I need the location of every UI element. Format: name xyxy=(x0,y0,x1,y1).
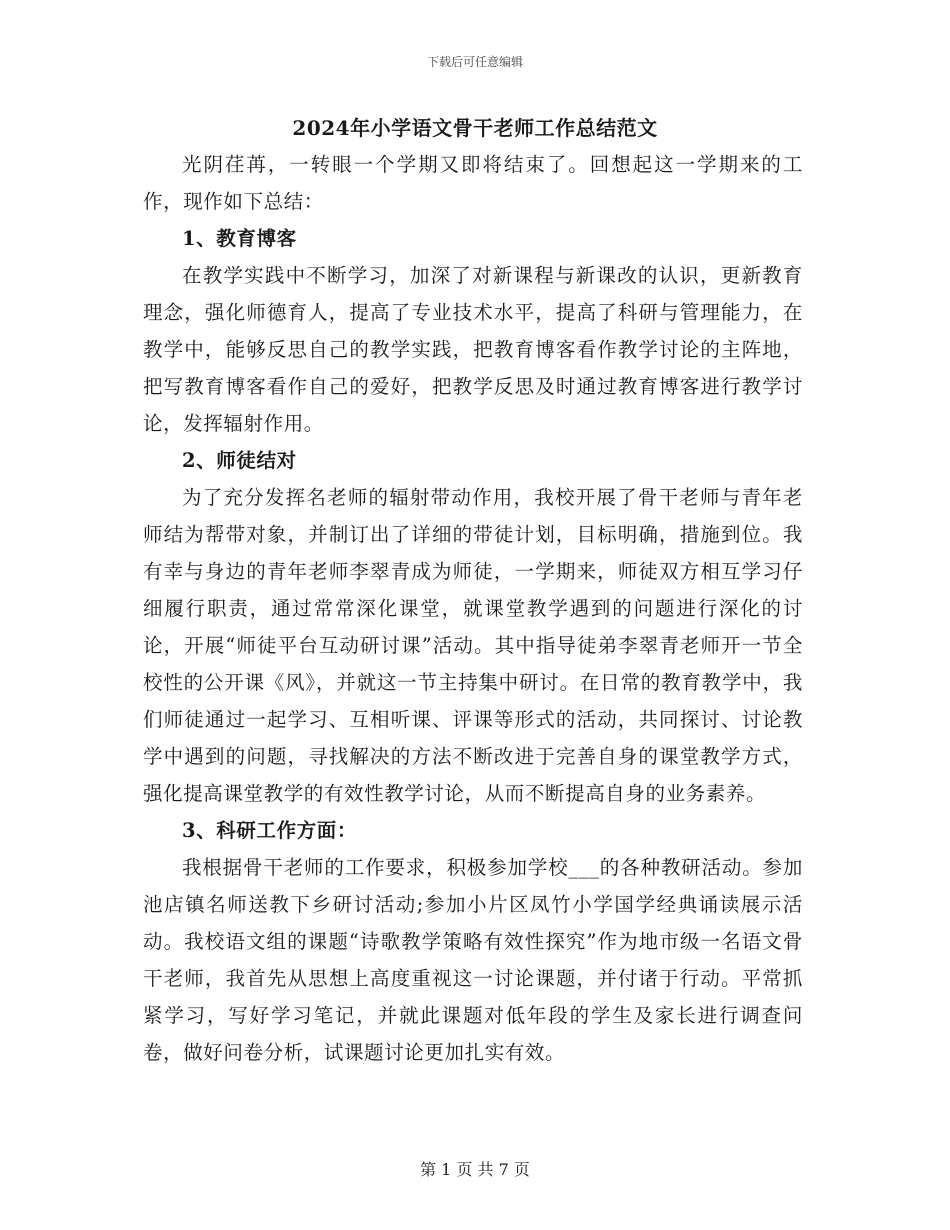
page-number: 第 1 页 共 7 页 xyxy=(420,1160,530,1179)
section-heading-mentorship: 2、师徒结对 xyxy=(182,449,297,472)
page-header-note: 下载后可任意编辑 xyxy=(426,55,523,69)
section-paragraph-mentorship: 为了充分发挥名老师的辐射带动作用，我校开展了骨干老师与青年老师结为帮带对象，并制订出了详细的带徒计划，目标明确，措施到位。我有幸与身边的青年老师李翠青成为师徒，一学期来，师徒双方相互学习仔细履行职责，通过常常深化课堂，就课堂教学遇到的问题进行深化的讨论，开展“师徒平台互动研讨课”活动。其中指导徒弟李翠青老师开一节全校性的公开课《风》，并就这一节主持集中研讨。在日常的教育教学中，我们师徒通过一起学习、互相听课、评课等形式的活动，共同探讨、讨论教学中遇到的问题，寻找解决的方法不断改进于完善自身的课堂教学方式，强化提高课堂教学的有效性教学讨论，从而不断提高自身的业务素养。 xyxy=(143,486,803,805)
document-title: 2024年小学语文骨干老师工作总结范文 xyxy=(292,116,658,140)
intro-paragraph: 光阴荏苒，一转眼一个学期又即将结束了。回想起这一学期来的工作，现作如下总结： xyxy=(143,153,803,213)
section-paragraph-blog: 在教学实践中不断学习，加深了对新课程与新课改的认识，更新教育理念，强化师德育人，提高了专业技术水平，提高了科研与管理能力，在教学中，能够反思自己的教学实践，把教育博客看作教学讨论的主阵地，把写教育博客看作自己的爱好，把教学反思及时通过教育博客进行教学讨论，发挥辐射作用。 xyxy=(143,264,803,435)
document-body xyxy=(143,146,803,1071)
section-heading-research: 3、科研工作方面： xyxy=(182,819,357,842)
section-paragraph-research: 我根据骨干老师的工作要求，积极参加学校___的各种教研活动。参加池店镇名师送教下乡研讨活动;参加小片区凤竹小学国学经典诵读展示活动。我校语文组的课题“诗歌教学策略有效性探究”作为地市级一名语文骨干老师，我首先从思想上高度重视这一讨论课题，并付诸于行动。平常抓紧学习，写好学习笔记，并就此课题对低年段的学生及家长进行调查问卷，做好问卷分析，试课题讨论更加扎实有效。 xyxy=(143,856,803,1064)
section-heading-blog: 1、教育博客 xyxy=(182,227,297,250)
